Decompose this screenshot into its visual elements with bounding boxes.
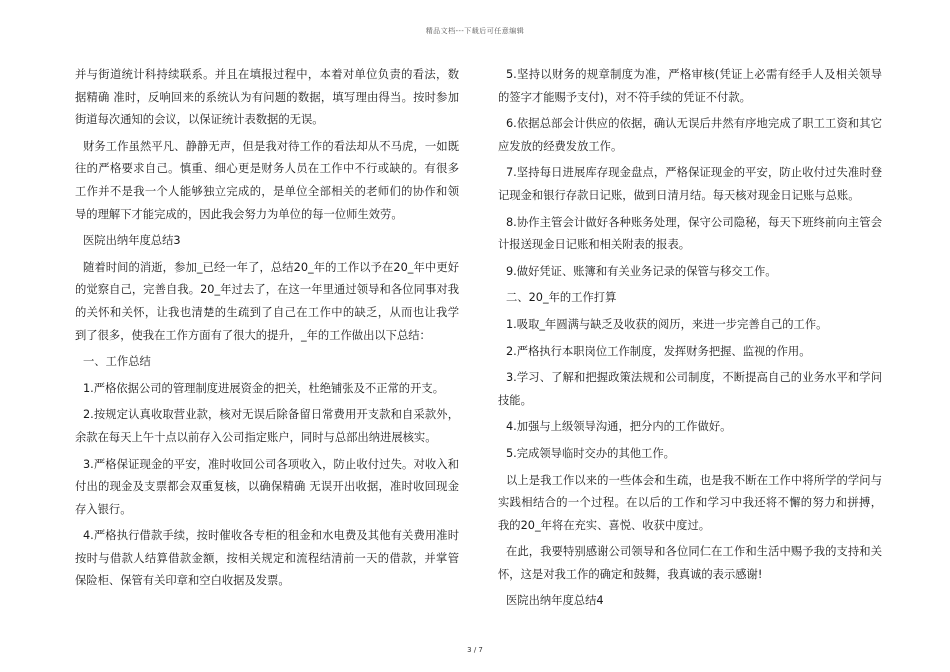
section-heading: 一、工作总结 xyxy=(83,355,151,369)
list-item: 8.协作主管会计做好各种账务处理，保守公司隐秘，每天下班终前向主管会计报送现金日记账和相关附表的报表。 xyxy=(498,215,882,252)
list-item: 1.严格依据公司的管理制度进展资金的把关，杜绝铺张及不正常的开支。 xyxy=(83,381,444,395)
list-item: 5.坚持以财务的规章制度为准，严格审核(凭证上必需有经手人及相关领导的签字才能赐予支付)，对不符手续的凭证不付款。 xyxy=(498,68,882,104)
list-item: 3.严格保证现金的平安，准时收回公司各项收入，防止收付过失。对收入和付出的现金及支票都会双重复核，以确保精确 无误开出收据，准时收回现金存入银行。 xyxy=(75,457,459,516)
list-item: 9.做好凭证、账簿和有关业务记录的保管与移交工作。 xyxy=(506,264,777,278)
section-title: 医院出纳年度总结3 xyxy=(83,234,181,248)
right-column xyxy=(498,64,882,613)
paragraph: 财务工作虽然平凡、静静无声，但是我对待工作的看法却从不马虎，一如既往的严格要求自己。慎重、细心更是财务人员在工作中不行或缺的。有很多工作并不是我一个人能够独立完成的，是单位全部相关的老师们的协作和领导的理解下才能完成的，因此我会努力为单位的每一位师生效劳。 xyxy=(75,139,459,221)
section-heading: 二、20_年的工作打算 xyxy=(506,291,617,305)
list-item: 3.学习、了解和把握政策法规和公司制度，不断提高自己的业务水平和学问技能。 xyxy=(498,371,882,407)
paragraph: 并与街道统计科持续联系。并且在填报过程中，本着对单位负责的看法，数据精确 准时，反响回来的系统认为有问题的数据，填写理由得当。按时参加街道每次通知的会议，以保证统计表数据的无误。 xyxy=(75,68,459,127)
list-item: 2.按规定认真收取营业款，核对无误后除备留日常费用开支款和自采款外，余款在每天上午十点以前存入公司指定账户，同时与总部出纳进展核实。 xyxy=(75,408,459,444)
list-item: 1.吸取_年圆满与缺乏及收获的阅历，来进一步完善自己的工作。 xyxy=(506,317,828,331)
list-item: 2.严格执行本职岗位工作制度，发挥财务把握、监视的作用。 xyxy=(506,344,811,358)
section-title: 医院出纳年度总结4 xyxy=(506,594,604,608)
paragraph: 在此，我要特别感谢公司领导和各位同仁在工作和生活中赐予我的支持和关怀，这是对我工作的确定和鼓舞，我真诚的表示感谢! xyxy=(498,545,882,581)
page-header: 精品文档---下载后可任意编辑 xyxy=(425,27,525,35)
list-item: 4.加强与上级领导沟通，把分内的工作做好。 xyxy=(506,420,732,434)
list-item: 7.坚持每日进展库存现金盘点，严格保证现金的平安，防止收付过失准时登记现金和银行存款日记账，做到日清月结。每天核对现金日记账与总账。 xyxy=(498,166,882,202)
list-item: 5.完成领导临时交办的其他工作。 xyxy=(506,446,675,460)
paragraph: 随着时间的消逝，参加_已经一年了，总结20_年的工作以予在20_年中更好的觉察自己，完善自我。20_年过去了，在这一年里通过领导和各位同事对我的关怀和关怀，让我也清楚的生疏到了自己在工作中的缺乏，从而也让我学到了很多，使我在工作方面有了很大的提升，_年的工作做出以下总结： xyxy=(75,260,459,342)
left-column xyxy=(75,64,459,593)
list-item: 4.严格执行借款手续，按时催收各专柜的租金和水电费及其他有关费用准时按时与借款人结算借款金额，按相关规定和流程结清前一天的借款，并掌管保险柜、保管有关印章和空白收据及发票。 xyxy=(75,529,459,588)
paragraph: 以上是我工作以来的一些体会和生疏，也是我不断在工作中将所学的学问与实践相结合的一个过程。在以后的工作和学习中我还将不懈的努力和拼搏，我的20_年将在充实、喜悦、收获中度过。 xyxy=(498,473,882,532)
page-number: 3 / 7 xyxy=(467,646,483,654)
list-item: 6.依据总部会计供应的依据，确认无误后井然有序地完成了职工工资和其它应发放的经费发放工作。 xyxy=(498,117,882,153)
